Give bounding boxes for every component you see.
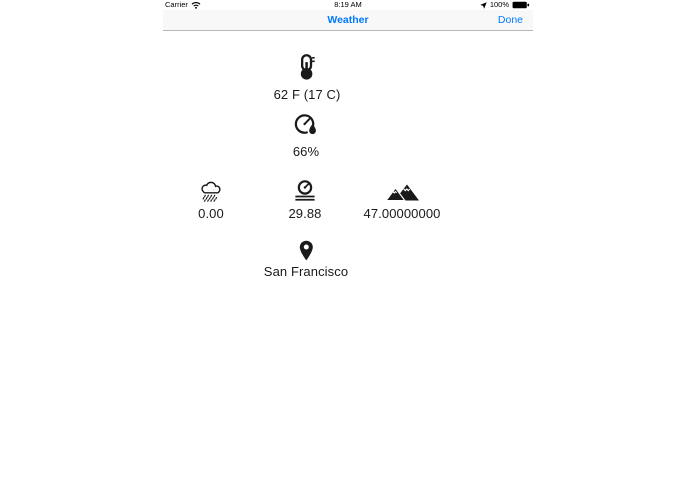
- status-time: 8:19 AM: [334, 0, 362, 9]
- precipitation-item: [196, 180, 226, 221]
- location-pin-icon: [299, 240, 314, 261]
- humidity-gauge-icon: [293, 112, 320, 138]
- location-item: [264, 240, 348, 279]
- rain-cloud-icon: [196, 180, 226, 203]
- carrier-label: Carrier: [165, 0, 188, 9]
- battery-percent-label: 100%: [489, 0, 509, 9]
- temperature-item: [274, 54, 341, 102]
- precipitation-value: 0.00: [198, 206, 224, 221]
- altitude-item: [363, 183, 440, 221]
- humidity-item: [293, 112, 320, 159]
- temperature-value: 62 F (17 C): [273, 87, 341, 102]
- status-left-group: [165, 0, 201, 10]
- wifi-icon: [191, 1, 201, 9]
- weather-form-sheet: [163, 0, 533, 494]
- nav-bar: [163, 10, 533, 31]
- humidity-value: 66%: [292, 144, 320, 159]
- battery-icon: [512, 1, 530, 9]
- pressure-value: 29.88: [288, 206, 322, 221]
- done-button[interactable]: Done: [498, 10, 523, 31]
- location-value: San Francisco: [263, 264, 349, 279]
- nav-title: Weather: [327, 14, 369, 26]
- barometer-icon: [291, 179, 318, 203]
- location-arrow-icon: [480, 2, 487, 9]
- status-bar: [163, 0, 533, 10]
- mountains-icon: [385, 183, 419, 202]
- pressure-item: [288, 179, 321, 221]
- altitude-value: 47.00000000: [363, 206, 441, 221]
- thermometer-icon: [298, 54, 316, 80]
- status-right-group: [480, 0, 530, 10]
